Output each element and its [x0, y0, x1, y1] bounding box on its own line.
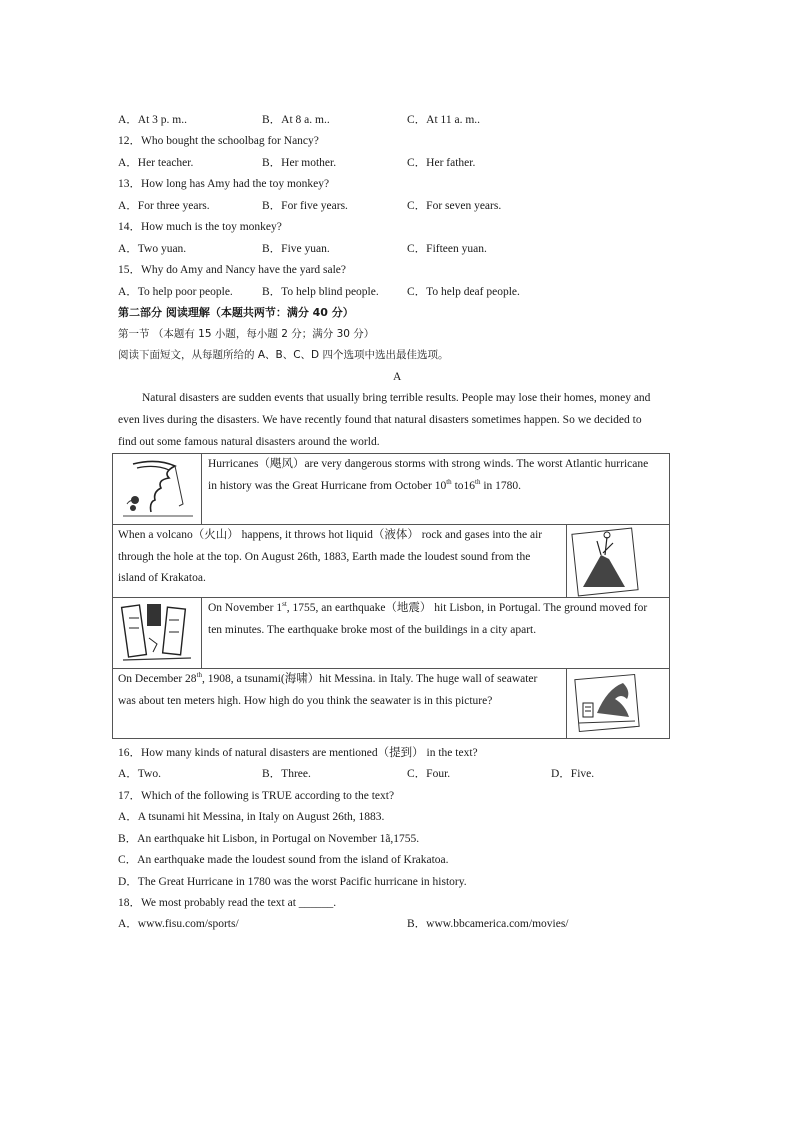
q17-option-b: B．An earthquake hit Lisbon, in Portugal on November 1ã,1755. [118, 833, 420, 845]
tsunami-line-1: On December 28th, 1908, a tsunami(海啸）hit Messina. in Italy. The huge wall of seawater [118, 671, 538, 685]
q16-question: 16．How many kinds of natural disasters are mentioned（提到） in the text? [118, 747, 478, 759]
q18-option-b: B．www.bbcamerica.com/movies/ [407, 918, 569, 930]
earthquake-drawing-icon [113, 598, 202, 668]
q12-option-b: B．Her mother. [262, 157, 337, 169]
q15-option-b: B．To help blind people. [262, 286, 379, 298]
part2-heading: 第二部分 阅读理解（本题共两节：满分 40 分） [118, 306, 354, 319]
earthquake-line-1: On November 1st, 1755, an earthquake（地震） hit Lisbon, in Portugal. The ground moved for [208, 600, 648, 614]
q17-option-c: C．An earthquake made the loudest sound from the island of Krakatoa. [118, 854, 449, 866]
q12-option-a: A．Her teacher. [118, 157, 194, 169]
q11-option-c: C．At 11 a. m.. [407, 114, 481, 126]
q11-option-a: A．At 3 p. m.. [118, 114, 187, 126]
table-row-earthquake [113, 598, 669, 669]
q14-option-c: C．Fifteen yuan. [407, 243, 487, 255]
volcano-drawing-icon [566, 525, 669, 597]
intro-line-3: find out some famous natural disasters around the world. [118, 436, 380, 448]
q17-option-d: D．The Great Hurricane in 1780 was the worst Pacific hurricane in history. [118, 876, 467, 888]
q15-option-a: A．To help poor people. [118, 286, 233, 298]
q17-question: 17．Which of the following is TRUE according to the text? [118, 790, 395, 802]
volcano-line-1: When a volcano（火山） happens, it throws hot liquid（液体） rock and gases into the air [118, 529, 543, 541]
tsunami-drawing-icon [566, 669, 669, 738]
earthquake-line-2: ten minutes. The earthquake broke most of the buildings in a city apart. [208, 623, 537, 636]
q18-option-a: A．www.fisu.com/sports/ [118, 918, 239, 930]
table-row-hurricane [113, 454, 669, 525]
table-row-volcano [113, 525, 669, 598]
q18-question: 18．We most probably read the text at ______. [118, 897, 337, 909]
q12-option-c: C．Her father. [407, 157, 476, 169]
volcano-line-3: island of Krakatoa. [118, 572, 206, 585]
q13-option-c: C．For seven years. [407, 200, 502, 212]
q13-question: 13．How long has Amy had the toy monkey? [118, 178, 330, 190]
q15-option-c: C．To help deaf people. [407, 286, 520, 298]
q11-option-b: B．At 8 a. m.. [262, 114, 330, 126]
q13-option-b: B．For five years. [262, 200, 348, 212]
q12-question: 12．Who bought the schoolbag for Nancy? [118, 135, 319, 147]
tsunami-line-2: was about ten meters high. How high do you think the seawater is in this picture? [118, 694, 493, 707]
q16-option-b: B．Three. [262, 768, 311, 780]
disasters-table [112, 453, 670, 739]
q16-option-d: D．Five. [551, 768, 595, 780]
volcano-line-2: through the hole at the top. On August 26th, 1883, Earth made the loudest sound from the [118, 550, 531, 563]
q13-option-a: A．For three years. [118, 200, 210, 212]
q14-question: 14．How much is the toy monkey? [118, 221, 282, 233]
intro-line-1: Natural disasters are sudden events that usually bring terrible results. People may lose their homes, money and [142, 392, 651, 404]
hurricane-drawing-icon [113, 454, 202, 524]
q16-option-a: A．Two. [118, 768, 161, 780]
q14-option-b: B．Five yuan. [262, 243, 330, 255]
instruction: 阅读下面短文，从每题所给的 A、B、C、D 四个选项中选出最佳选项。 [118, 349, 449, 361]
table-row-tsunami [113, 669, 669, 738]
hurricane-line-1: Hurricanes（飓风）are very dangerous storms with strong winds. The worst Atlantic hurricane [208, 458, 649, 470]
section1-heading: 第一节 （本题有 15 小题，每小题 2 分；满分 30 分） [118, 328, 375, 340]
q16-option-c: C．Four. [407, 768, 451, 780]
q17-option-a: A．A tsunami hit Messina, in Italy on August 26th, 1883. [118, 811, 385, 823]
q15-question: 15．Why do Amy and Nancy have the yard sale? [118, 264, 347, 276]
passage-letter: A [393, 371, 402, 383]
intro-line-2: even lives during the disasters. We have recently found that natural disasters sometimes happen. So we decided to [118, 414, 642, 426]
hurricane-line-2: in history was the Great Hurricane from October 10th to16th in 1780. [208, 477, 522, 492]
q14-option-a: A．Two yuan. [118, 243, 187, 255]
